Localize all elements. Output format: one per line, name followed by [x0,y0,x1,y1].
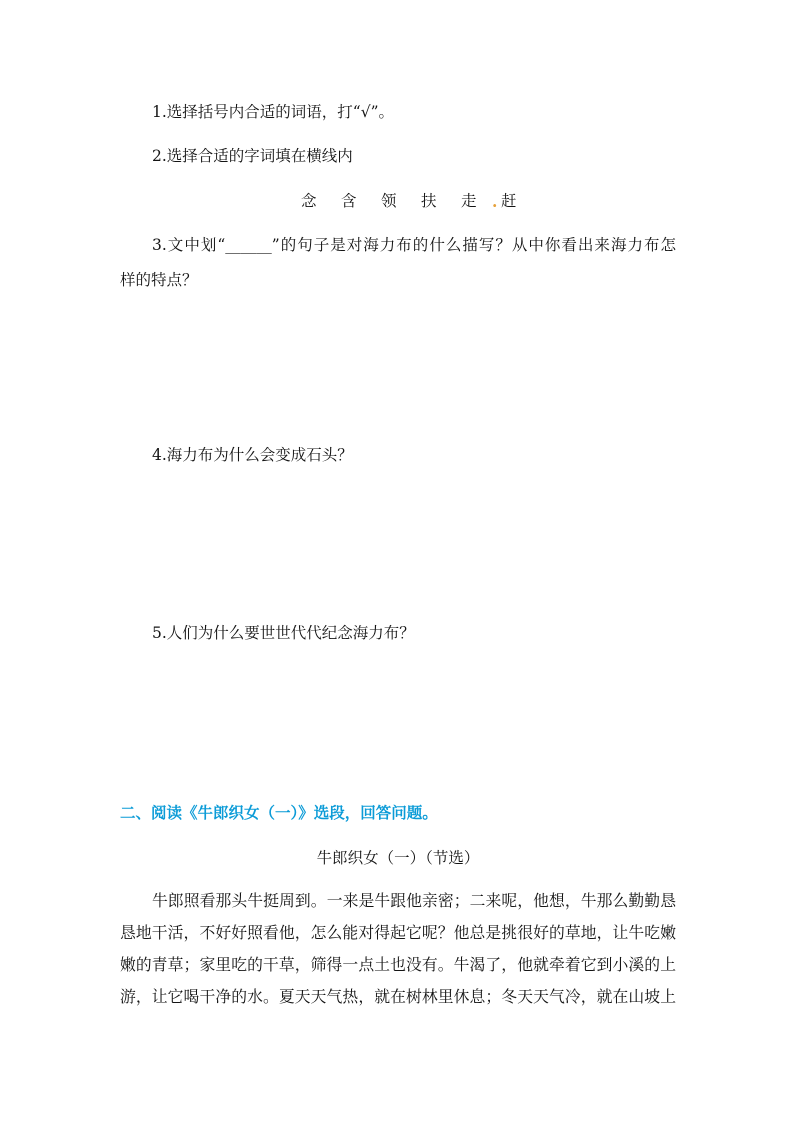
question-3 [152,233,676,257]
question-3-prefix: 3.文中划“ [152,236,226,254]
passage-line: 嫩的青草；家里吃的干草，筛得一点土也没有。牛渴了，他就牵着它到小溪的上 [120,955,676,974]
passage-line: 恳地干活，不好好照看他，怎么能对得起它呢？他总是挑很好的草地，让牛吃嫩 [120,923,676,942]
question-2: 2.选择合适的字词填在横线内 [152,147,353,165]
question-1: 1.选择括号内合适的词语，打“√”。 [152,103,395,121]
question-3-continuation: 样的特点？ [120,271,198,289]
emphasis-dot: . [492,192,498,211]
word-option: 扶 [421,192,437,210]
question-3-suffix: ”的句子是对海力布的什么描写？从中你看出来海力布怎 [271,236,676,254]
answer-blank: ______ [225,236,272,254]
word-option: 含 [341,192,357,210]
word-option: 走 [461,192,477,210]
question-5: 5.人们为什么要世世代代纪念海力布？ [152,624,415,642]
passage-title: 牛郎织女（一）（节选） [316,849,480,867]
question-4: 4.海力布为什么会变成石头？ [152,446,353,464]
section-heading: 二、阅读《牛郎织女（一）》选段，回答问题。 [120,803,438,822]
word-bank [301,189,517,213]
passage-line: 游，让它喝干净的水。夏天天气热，就在树林里休息；冬天天气冷，就在山坡上 [120,987,676,1006]
word-option: 领 [381,192,397,210]
word-option-label: 赶 [501,192,517,210]
word-option-marked [492,189,517,213]
word-option: 念 [301,192,317,210]
passage-line: 牛郎照看那头牛挺周到。一来是牛跟他亲密；二来呢，他想，牛那么勤勤恳 [152,891,676,910]
